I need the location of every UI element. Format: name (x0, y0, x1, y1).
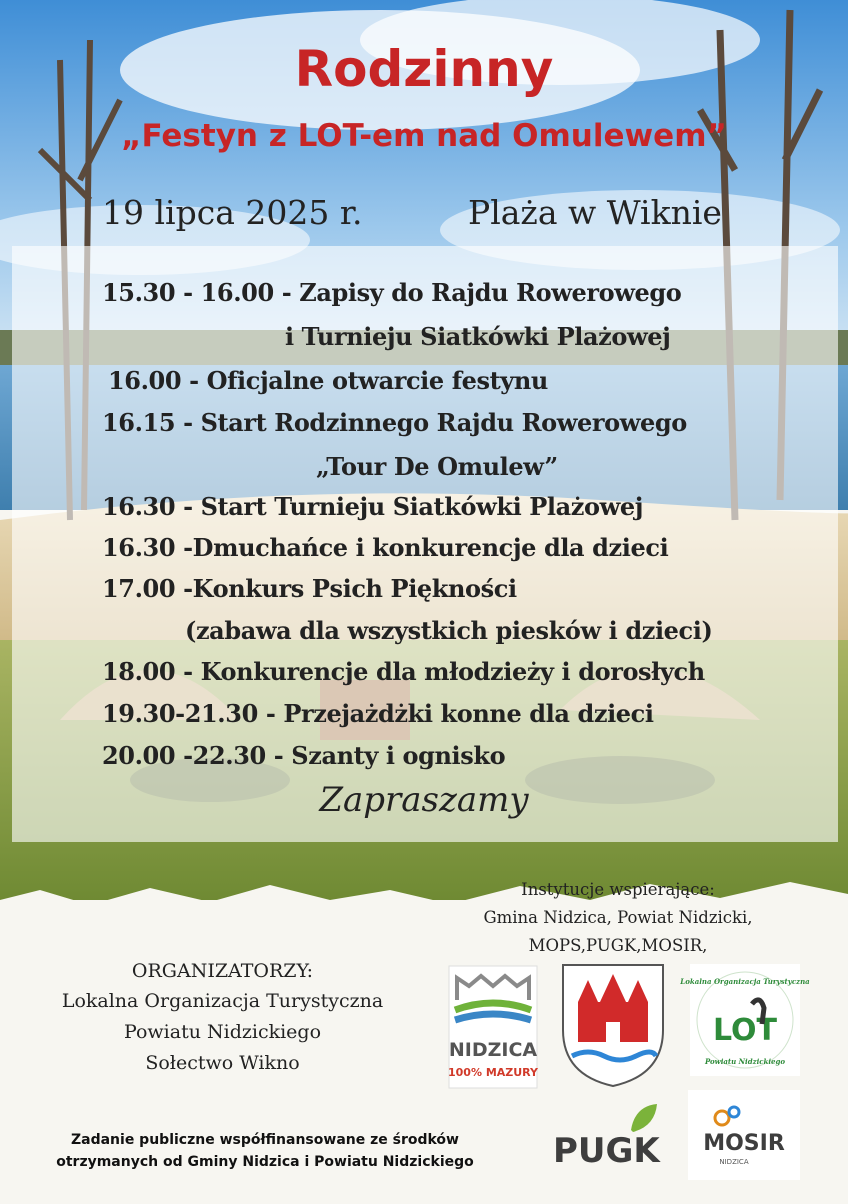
organizers-heading: ORGANIZATORZY: (131, 960, 314, 982)
schedule-line: 20.00 -22.30 - Szanty i ognisko (102, 741, 506, 770)
nidzica-logo-slogan: 100% MAZURY (447, 1066, 539, 1079)
coat-of-arms-emblem (558, 960, 668, 1090)
title-line-2: „Festyn z LOT-em nad Omulewem” (121, 118, 727, 154)
schedule-line: 15.30 - 16.00 - Zapisy do Rajdu Rowerowego (102, 278, 682, 307)
supporters-line-1: Gmina Nidzica, Powiat Nidzicki, (483, 908, 753, 927)
mosir-logo (688, 1090, 800, 1180)
event-date: 19 lipca 2025 r. (102, 193, 363, 232)
schedule-line: (zabawa dla wszystkich piesków i dzieci) (185, 616, 713, 645)
nidzica-logo-name: NIDZICA (448, 1039, 538, 1061)
lot-logo-ring-top: Lokalna Organizacja Turystyczna (680, 977, 810, 986)
organizers-line-1: Lokalna Organizacja Turystyczna (61, 990, 384, 1012)
pugk-logo (553, 1100, 671, 1170)
schedule-line: 16.30 -Dmuchańce i konkurencje dla dzieci (102, 533, 669, 562)
nidzica-logo (449, 966, 537, 1088)
supporters-heading: Instytucje wspierające: (521, 880, 715, 899)
invitation-text: Zapraszamy (319, 780, 529, 820)
funding-note-line-1: Zadanie publiczne współfinansowane ze środków (70, 1132, 459, 1148)
supporters-line-2: MOPS,PUGK,MOSIR, (528, 936, 708, 955)
schedule-line: i Turnieju Siatkówki Plażowej (285, 322, 671, 351)
schedule-line: 17.00 -Konkurs Psich Piękności (102, 574, 517, 603)
schedule-line: 19.30-21.30 - Przejażdżki konne dla dzieci (102, 699, 654, 728)
funding-note-line-2: otrzymanych od Gminy Nidzica i Powiatu Nidzickiego (56, 1154, 474, 1170)
mosir-logo-name: MOSIR (703, 1131, 785, 1156)
organizers-line-3: Sołectwo Wikno (145, 1052, 300, 1074)
event-place: Plaża w Wiknie (468, 193, 722, 232)
lot-logo-name: LOT (712, 1013, 778, 1048)
title-line-1: Rodzinny (294, 40, 554, 98)
lot-logo (680, 964, 810, 1076)
pugk-logo-name: PUGK (553, 1131, 660, 1171)
schedule-line: „Tour De Omulew” (316, 452, 558, 481)
mosir-logo-sub: NIDZICA (719, 1158, 749, 1166)
schedule-line: 16.15 - Start Rodzinnego Rajdu Rowerowego (102, 408, 687, 437)
schedule-line: 16.30 - Start Turnieju Siatkówki Plażowej (102, 492, 644, 521)
schedule-line: 18.00 - Konkurencje dla młodzieży i dorosłych (102, 657, 705, 686)
schedule-line: 16.00 - Oficjalne otwarcie festynu (108, 366, 548, 395)
organizers-line-2: Powiatu Nidzickiego (123, 1021, 322, 1043)
lot-logo-ring-bottom: Powiatu Nidzickiego (704, 1057, 786, 1066)
